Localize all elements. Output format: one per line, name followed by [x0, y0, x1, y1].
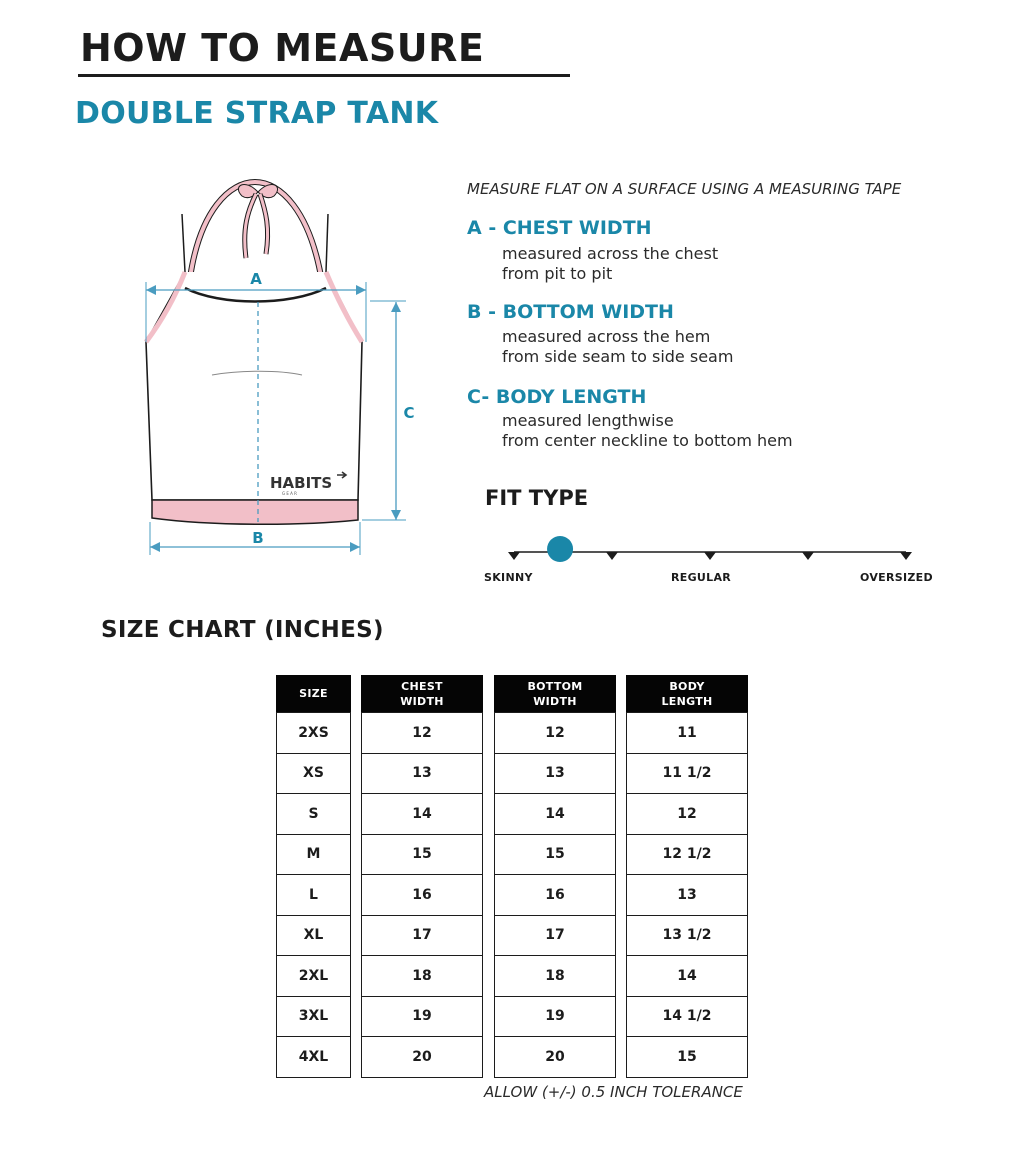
product-name: DOUBLE STRAP TANK: [75, 96, 439, 131]
table-cell: 12: [361, 713, 483, 754]
table-cell: 19: [494, 997, 616, 1038]
table-cell: 16: [361, 875, 483, 916]
table-cell: 11 1/2: [626, 754, 748, 795]
fit-label-regular: REGULAR: [671, 571, 732, 584]
bottom-header-line1: BOTTOM: [527, 679, 583, 693]
body-length-column-header: [626, 675, 748, 712]
size-cells: [276, 712, 351, 1078]
table-cell: 13: [626, 875, 748, 916]
title-underline: [78, 74, 570, 77]
arrow-c-top: [391, 302, 401, 312]
table-cell: 17: [361, 916, 483, 957]
fit-scale: [500, 530, 920, 570]
table-cell: XL: [276, 916, 351, 957]
table-cell: 15: [494, 835, 616, 876]
fit-tick: [704, 552, 716, 560]
left-strap: [182, 214, 185, 272]
table-cell: 12: [626, 794, 748, 835]
table-cell: 12: [494, 713, 616, 754]
table-cell: 14: [494, 794, 616, 835]
bottom-width-cells: [494, 712, 616, 1078]
hem-band: [152, 500, 358, 524]
table-cell: 2XL: [276, 956, 351, 997]
size-column-header: [276, 675, 351, 712]
size-column: [276, 675, 351, 1078]
size-chart-title: SIZE CHART (INCHES): [101, 617, 384, 643]
table-cell: S: [276, 794, 351, 835]
table-cell: 14: [361, 794, 483, 835]
fit-label-skinny: SKINNY: [484, 571, 533, 584]
body-header-line1: BODY: [669, 679, 705, 693]
table-cell: 18: [361, 956, 483, 997]
label-c: C: [403, 404, 415, 422]
fit-tick: [900, 552, 912, 560]
table-cell: XS: [276, 754, 351, 795]
table-cell: 15: [361, 835, 483, 876]
chest-width-column-header: [361, 675, 483, 712]
table-cell: 18: [494, 956, 616, 997]
table-cell: 13: [361, 754, 483, 795]
measurement-a-line2: from pit to pit: [502, 264, 613, 283]
tolerance-note: ALLOW (+/-) 0.5 INCH TOLERANCE: [484, 1083, 743, 1101]
fit-tick: [802, 552, 814, 560]
body-length-column: [626, 675, 748, 1078]
tank-body-outline: [146, 272, 362, 500]
chest-width-column: [361, 675, 483, 1078]
arrow-a-left: [146, 285, 156, 295]
table-cell: 14: [626, 956, 748, 997]
measurement-b-line2: from side seam to side seam: [502, 347, 734, 366]
table-cell: 15: [626, 1037, 748, 1078]
table-cell: 16: [494, 875, 616, 916]
fit-type-title: FIT TYPE: [485, 486, 589, 510]
arrow-c-bottom: [391, 510, 401, 520]
right-strap: [326, 214, 328, 272]
measurement-c-line1: measured lengthwise: [502, 411, 674, 430]
table-cell: 17: [494, 916, 616, 957]
table-cell: 13 1/2: [626, 916, 748, 957]
table-cell: 14 1/2: [626, 997, 748, 1038]
measurement-c-heading: C- BODY LENGTH: [467, 386, 647, 408]
table-cell: 11: [626, 713, 748, 754]
page-title: HOW TO MEASURE: [80, 26, 485, 70]
measurement-a-line1: measured across the chest: [502, 244, 719, 263]
bottom-width-column: [494, 675, 616, 1078]
label-a: A: [250, 270, 262, 288]
brand-logo: HABITS: [270, 474, 333, 492]
measure-instruction: MEASURE FLAT ON A SURFACE USING A MEASURING TAPE: [467, 180, 902, 198]
measurement-a-heading: A - CHEST WIDTH: [467, 217, 652, 239]
chest-header-line2: WIDTH: [400, 694, 444, 708]
arrow-b-left: [150, 542, 160, 552]
measurement-c-line2: from center neckline to bottom hem: [502, 431, 793, 450]
table-cell: 4XL: [276, 1037, 351, 1078]
chest-header-line1: CHEST: [401, 679, 443, 693]
bottom-width-column-header: [494, 675, 616, 712]
measurement-b-line1: measured across the hem: [502, 327, 711, 346]
fit-label-oversized: OVERSIZED: [860, 571, 933, 584]
bottom-header-line2: WIDTH: [533, 694, 577, 708]
arrow-a-right: [356, 285, 366, 295]
label-b: B: [252, 529, 264, 547]
table-cell: 20: [494, 1037, 616, 1078]
table-cell: 20: [361, 1037, 483, 1078]
measurement-b-heading: B - BOTTOM WIDTH: [467, 301, 674, 323]
table-cell: L: [276, 875, 351, 916]
table-cell: M: [276, 835, 351, 876]
body-length-cells: [626, 712, 748, 1078]
table-cell: 19: [361, 997, 483, 1038]
table-cell: 2XS: [276, 713, 351, 754]
fit-tick: [606, 552, 618, 560]
fit-selected-marker: [547, 536, 573, 562]
chest-width-cells: [361, 712, 483, 1078]
table-cell: 3XL: [276, 997, 351, 1038]
size-header-label: SIZE: [299, 687, 328, 700]
brand-subtitle: G E A R: [282, 491, 297, 496]
body-header-line2: LENGTH: [661, 694, 713, 708]
fit-tick: [508, 552, 520, 560]
arrow-b-right: [350, 542, 360, 552]
table-cell: 13: [494, 754, 616, 795]
tank-diagram: [130, 170, 430, 565]
table-cell: 12 1/2: [626, 835, 748, 876]
